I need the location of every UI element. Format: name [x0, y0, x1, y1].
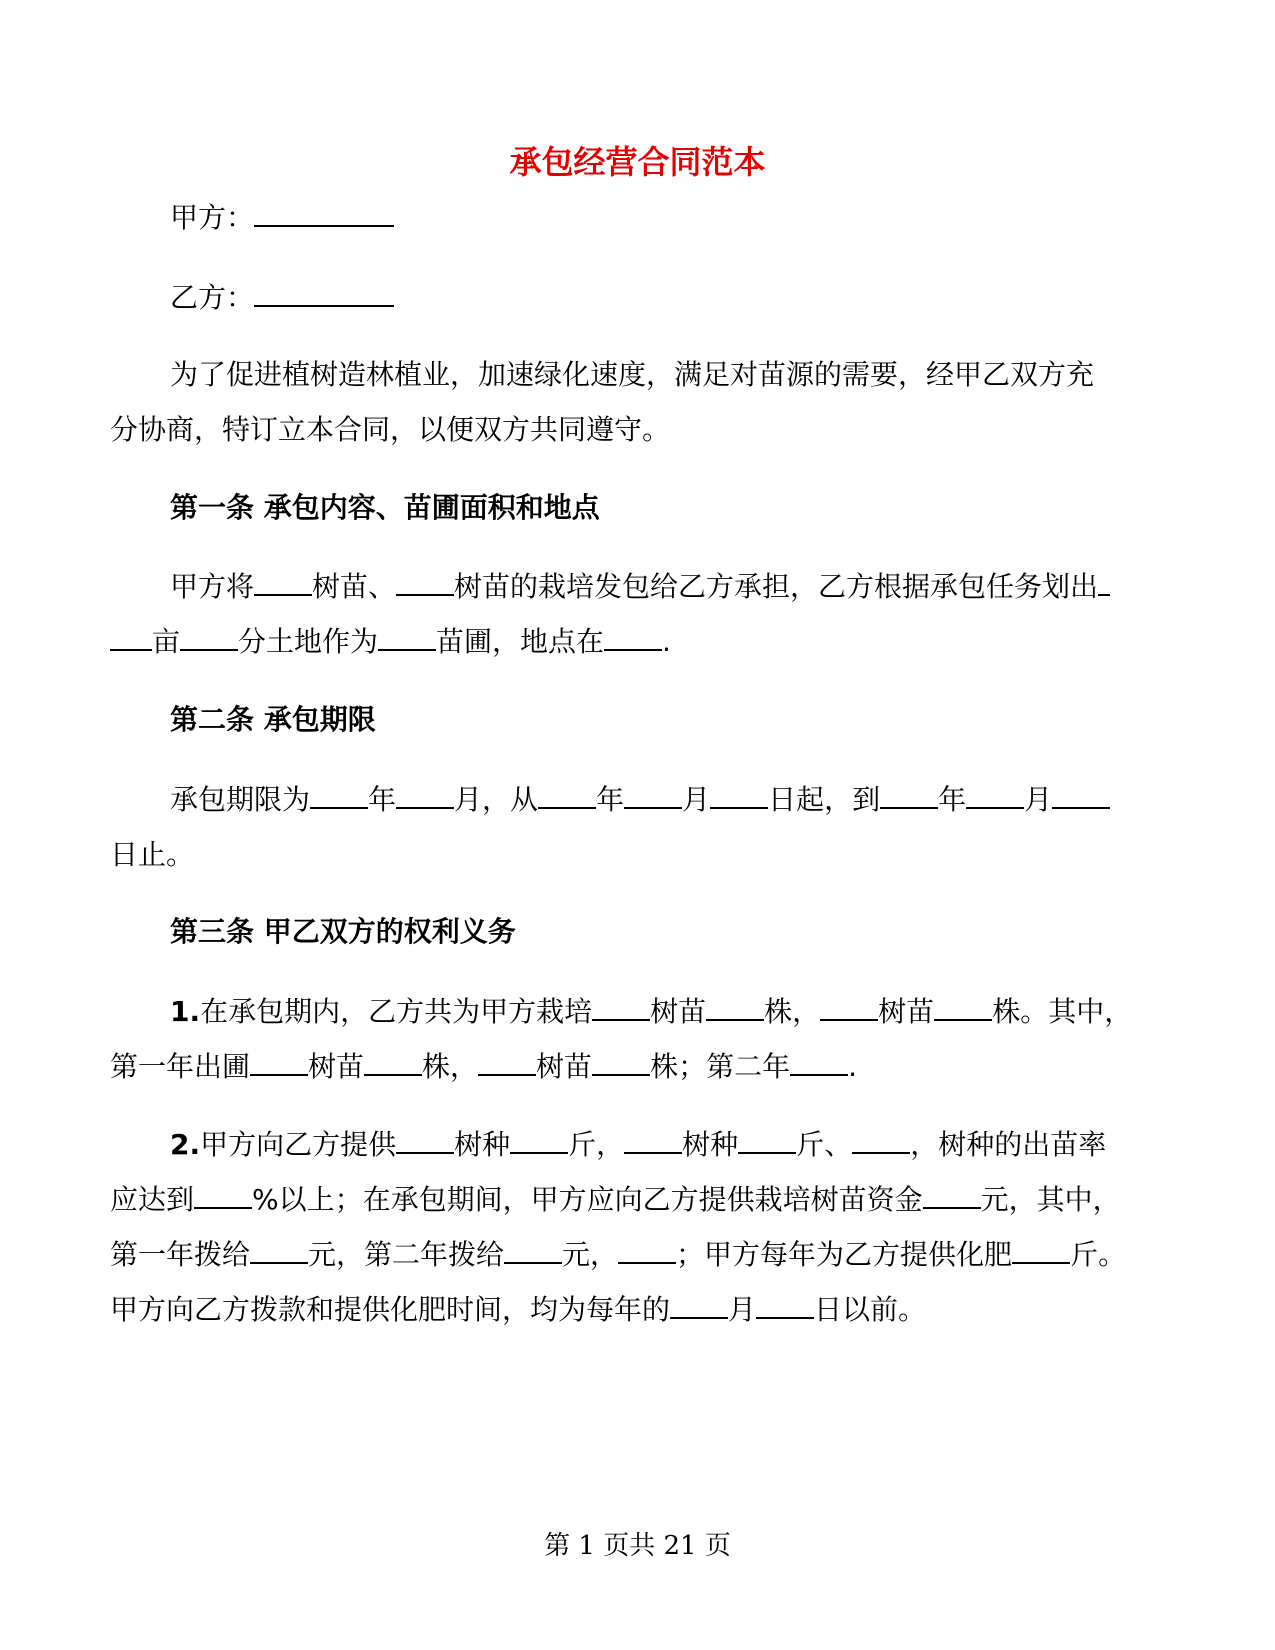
article-3-p1-line-2 [110, 1047, 1170, 1087]
article-2-line-1 [170, 780, 1230, 820]
blank [706, 1018, 764, 1021]
article-3-p2-line-2 [110, 1180, 1170, 1220]
text: 亩 [152, 625, 181, 658]
text: 树苗 [536, 1050, 593, 1083]
blank [966, 806, 1024, 809]
party-b-line [170, 278, 1230, 318]
item-number: 1. [170, 995, 201, 1028]
blank [1012, 1261, 1070, 1264]
document-title: 承包经营合同范本 [509, 143, 766, 181]
blank [378, 648, 436, 651]
article-3-p2-line-4 [110, 1290, 1170, 1330]
article-3-p2-line-1 [170, 1125, 1230, 1165]
blank [254, 593, 312, 596]
blank [820, 1018, 878, 1021]
party-a-line [170, 198, 1230, 238]
text: 承包期限为 [170, 783, 311, 816]
text: 树苗 [650, 995, 707, 1028]
blank [364, 1073, 422, 1076]
text: 甲方向乙方拨款和提供化肥时间，均为每年的 [110, 1293, 671, 1326]
text: 日起，到 [768, 783, 881, 816]
party-b-blank [254, 304, 394, 307]
text: 元，其中， [980, 1183, 1121, 1216]
blank [710, 806, 768, 809]
article-3-p1-line-1 [170, 992, 1230, 1032]
blank [604, 648, 662, 651]
text: 第一年出圃 [110, 1050, 251, 1083]
blank [624, 806, 682, 809]
text: 月 [728, 1293, 757, 1326]
blank [110, 648, 152, 651]
article-1-heading: 第一条 承包内容、苗圃面积和地点 [170, 491, 600, 524]
blank [1052, 806, 1110, 809]
blank [310, 806, 368, 809]
blank [510, 1151, 568, 1154]
blank [934, 1018, 992, 1021]
blank [194, 1206, 252, 1209]
text: ，从 [482, 783, 539, 816]
blank [396, 806, 454, 809]
text: 年 [596, 783, 625, 816]
text: 株， [422, 1050, 479, 1083]
article-3-p2-line-3 [110, 1235, 1170, 1275]
blank [592, 1073, 650, 1076]
blank [592, 1018, 650, 1021]
text: . [848, 1050, 857, 1083]
text: 元， [562, 1238, 619, 1271]
text: 树种 [682, 1128, 739, 1161]
text: 树苗 [308, 1050, 365, 1083]
text: 株， [764, 995, 821, 1028]
text: 在承包期内，乙方共为甲方栽培 [200, 995, 593, 1028]
text: 甲方将 [170, 570, 255, 603]
text: 月 [1024, 783, 1053, 816]
text: 甲方向乙方提供 [200, 1128, 397, 1161]
text: 第一年拨给 [110, 1238, 251, 1271]
party-b-label: 乙方： [170, 281, 255, 314]
article-3-heading: 第三条 甲乙双方的权利义务 [170, 915, 516, 948]
blank [180, 648, 238, 651]
blank [852, 1151, 910, 1154]
page-footer: 第 1 页共 21 页 [544, 1531, 731, 1561]
blank [624, 1151, 682, 1154]
text: 树苗的栽培发包给乙方承担，乙方根据承包任务划出 [454, 570, 1099, 603]
item-number: 2. [170, 1128, 201, 1161]
text: . [662, 625, 671, 658]
intro-line-2: 分协商，特订立本合同，以便双方共同遵守。 [110, 413, 671, 446]
text: %以上；在承包期间，甲方应向乙方提供栽培树苗资金 [252, 1183, 923, 1216]
blank [250, 1073, 308, 1076]
blank [1098, 593, 1110, 596]
blank [478, 1073, 536, 1076]
blank [504, 1261, 562, 1264]
text: 月 [454, 783, 483, 816]
blank [756, 1316, 814, 1319]
text: 斤， [568, 1128, 625, 1161]
blank [250, 1261, 308, 1264]
text: 株。其中， [992, 995, 1133, 1028]
text: 株；第二年 [650, 1050, 791, 1083]
article-1-line-1 [170, 567, 1230, 607]
text: 树苗、 [312, 570, 397, 603]
article-2-heading: 第二条 承包期限 [170, 703, 376, 736]
blank [396, 1151, 454, 1154]
text: 年 [938, 783, 967, 816]
article-2-line-2: 日止。 [110, 838, 195, 871]
intro-line-1: 为了促进植树造林植业，加速绿化速度，满足对苗源的需要，经甲乙双方充 [170, 358, 1095, 391]
text: ，树种的出苗率 [910, 1128, 1107, 1161]
text: 月 [682, 783, 711, 816]
text: 树苗 [878, 995, 935, 1028]
text: 应达到 [110, 1183, 195, 1216]
blank [670, 1316, 728, 1319]
text: 树种 [454, 1128, 511, 1161]
text: 分土地作为 [238, 625, 379, 658]
blank [618, 1261, 676, 1264]
party-a-label: 甲方： [170, 201, 255, 234]
blank [923, 1206, 981, 1209]
article-1-line-2 [110, 622, 1170, 662]
text: 日以前。 [814, 1293, 927, 1326]
blank [738, 1151, 796, 1154]
blank [396, 593, 454, 596]
text: 苗圃，地点在 [436, 625, 605, 658]
text: 年 [368, 783, 397, 816]
blank [538, 806, 596, 809]
text: 元，第二年拨给 [308, 1238, 505, 1271]
party-a-blank [254, 224, 394, 227]
text: 斤。 [1070, 1238, 1127, 1271]
text: 斤、 [796, 1128, 853, 1161]
blank [880, 806, 938, 809]
text: ；甲方每年为乙方提供化肥 [676, 1238, 1013, 1271]
blank [790, 1073, 848, 1076]
